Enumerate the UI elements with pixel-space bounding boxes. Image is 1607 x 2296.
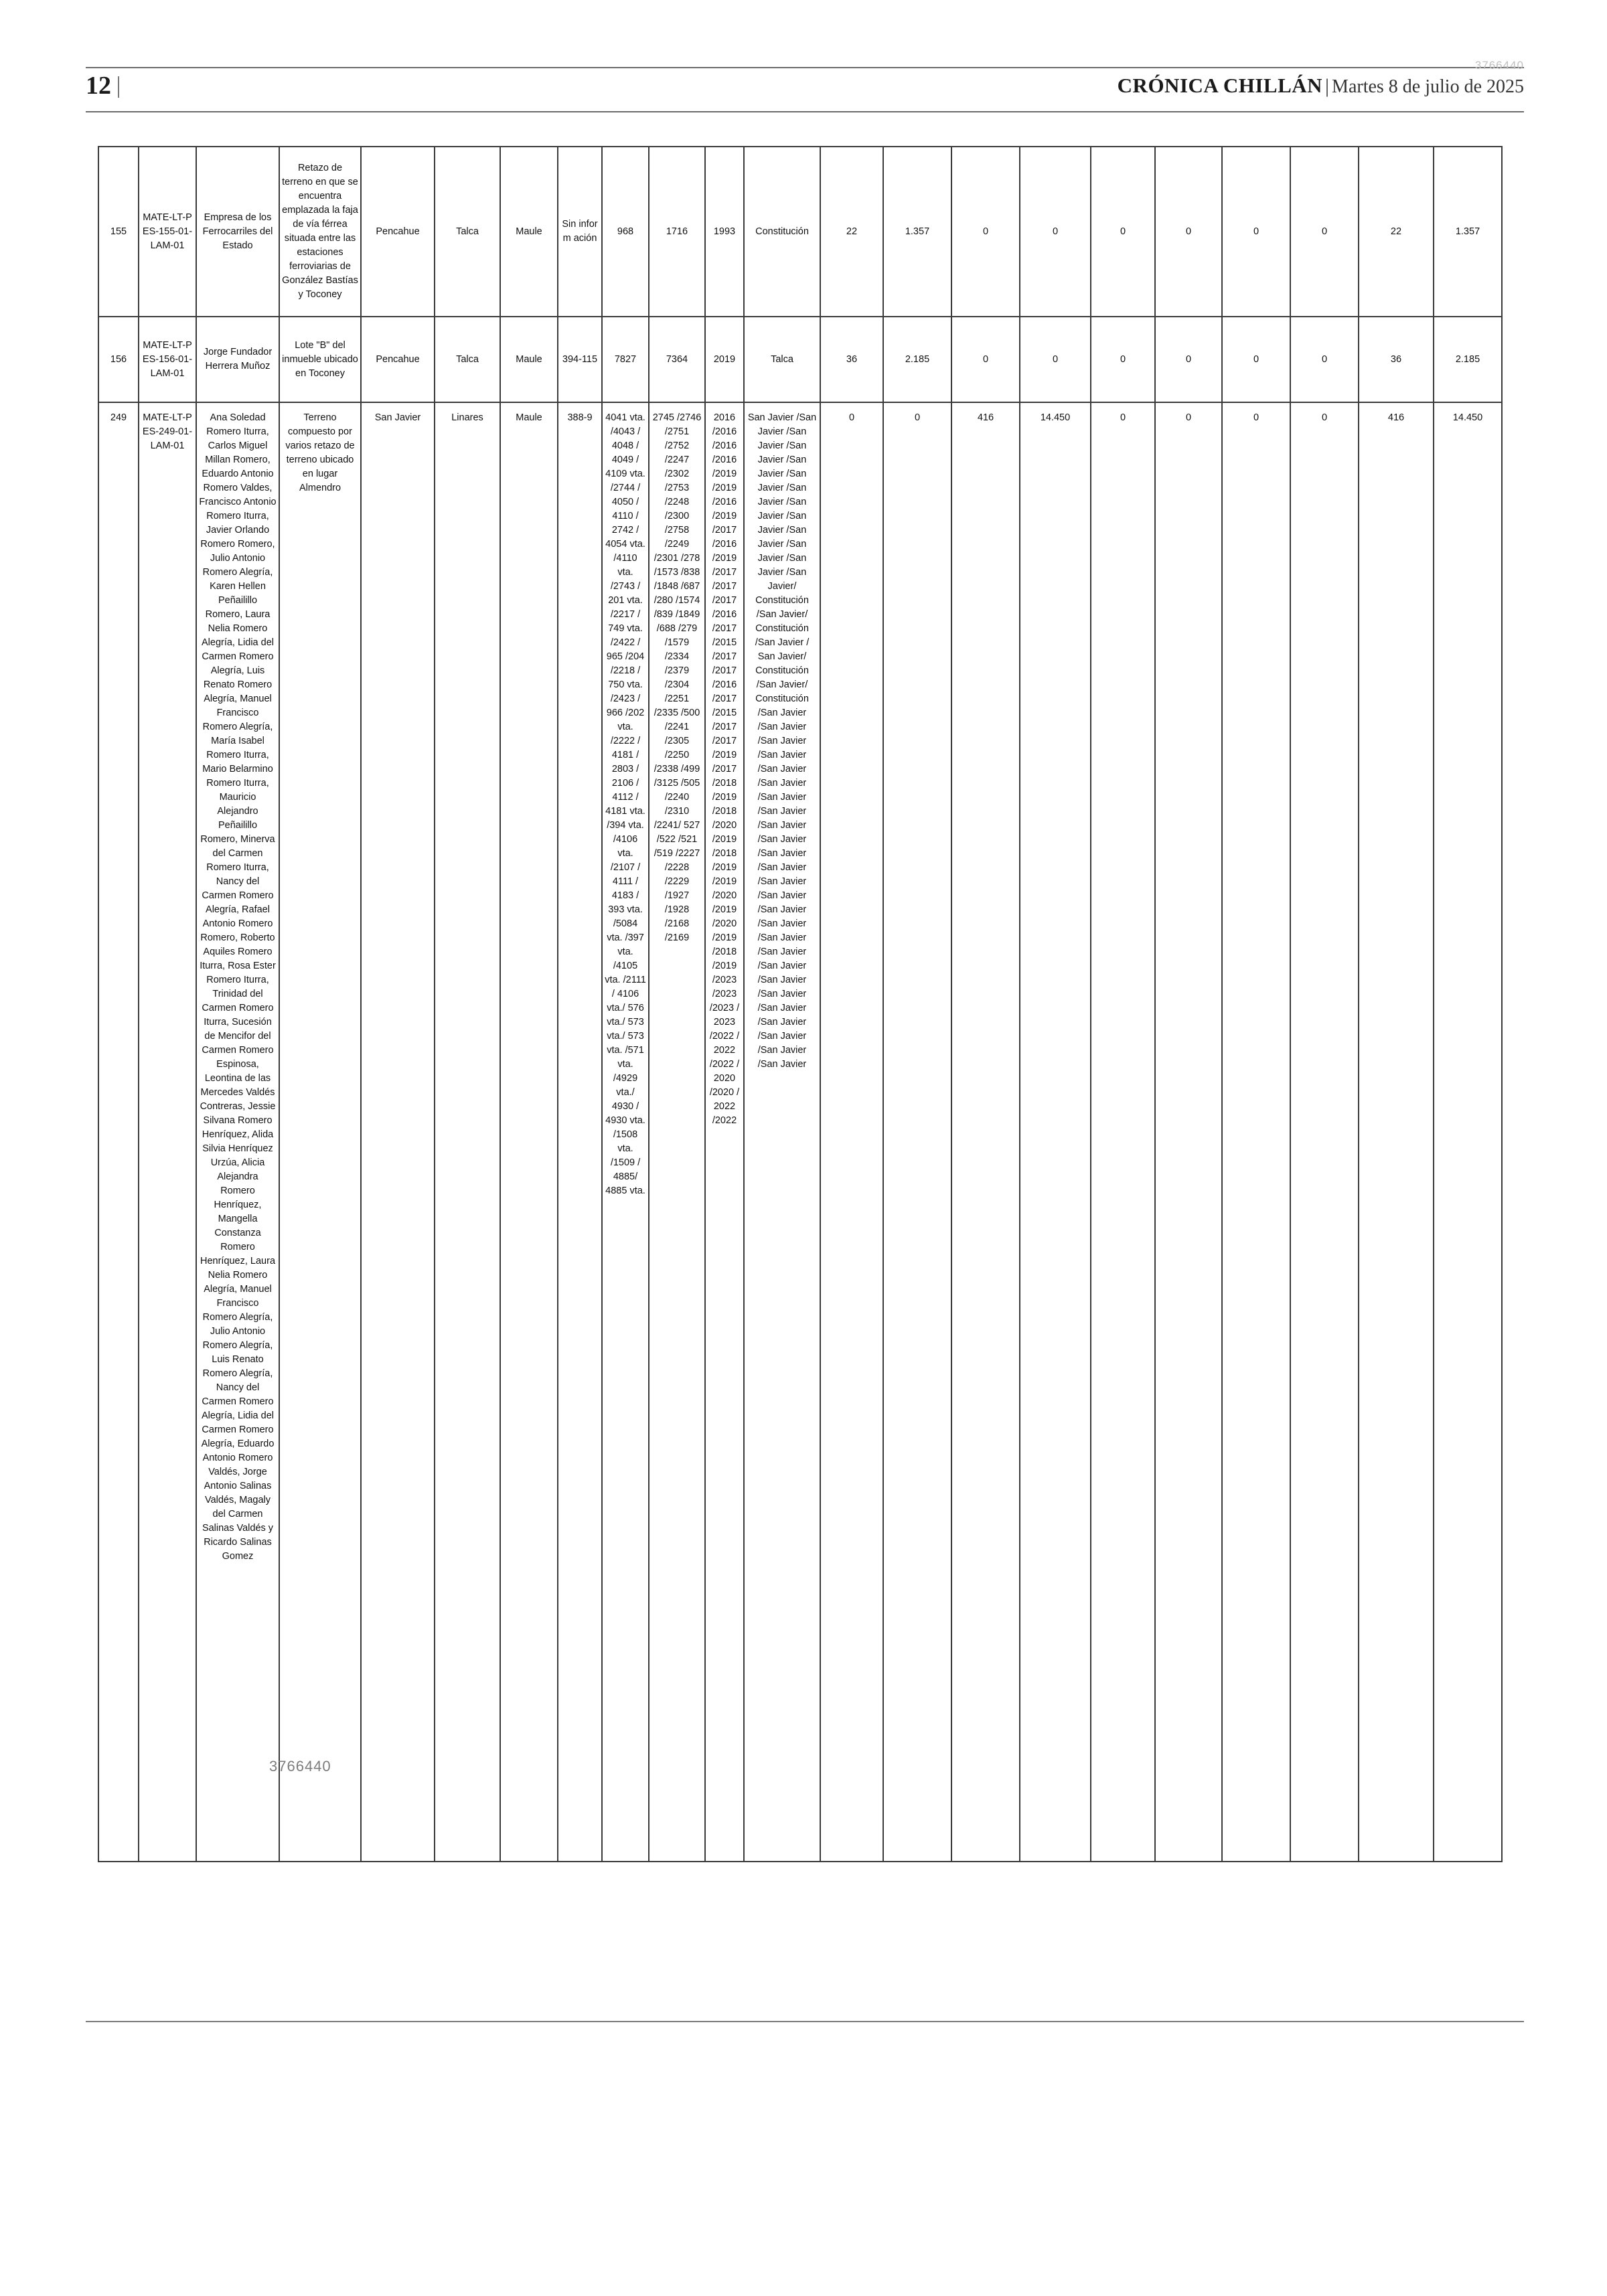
registry-number-cell: 1716 <box>649 147 705 317</box>
owner-cell: Jorge Fundador Herrera Muñoz <box>196 317 279 402</box>
conservator-cell: Constitución <box>744 147 820 317</box>
page-header <box>86 59 1524 114</box>
table-row <box>98 317 1502 402</box>
page-number-divider <box>118 76 119 98</box>
value-cell: 22 <box>820 147 883 317</box>
fojas-cell: 968 <box>602 147 649 317</box>
lot-code: MATE-LT-PES-156-01-LAM-01 <box>139 317 196 402</box>
value-cell: 14.450 <box>1020 402 1091 1862</box>
value-cell: 36 <box>820 317 883 402</box>
owner-cell: Ana Soledad Romero Iturra, Carlos Miguel Millan Romero, Eduardo Antonio Romero Valdes, Francisco Antonio Romero Iturra, Javier Orlando Romero Romero, Julio Antonio Romero Alegría, Karen Hellen Peñailillo Romero, Laura Nelia Romero Alegría, Lidia del Carmen Romero Alegría, Luis Renato Romero Alegría, Manuel Francisco Romero Alegría, María Isabel Romero Iturra, Mario Belarmino Romero Iturra, Mauricio Alejandro Peñailillo Romero, Minerva del Carmen Romero Iturra, Nancy del Carmen Romero Alegría, Rafael Antonio Romero Romero, Roberto Aquiles Romero Iturra, Rosa Ester Romero Iturra, Trinidad del Carmen Romero Iturra, Sucesión de Mencifor del Carmen Romero Espinosa, Leontina de las Mercedes Valdés Contreras, Jessie Silvana Romero Henríquez, Alida Silvia Henríquez Urzúa, Alicia Alejandra Romero Henríquez, Mangella Constanza Romero Henríquez, Laura Nelia Romero Alegría, Manuel Francisco Romero Alegría, Julio Antonio Romero Alegría, Luis Renato Romero Alegría, Nancy del Carmen Romero Alegría, Lidia del Carmen Romero Alegría, Eduardo Antonio Romero Valdés, Jorge Antonio Salinas Valdés, Magaly del Carmen Salinas Valdés y Ricardo Salinas Gomez <box>196 402 279 1862</box>
header-bottom-rule <box>86 111 1524 112</box>
rol-cell: 394-115 <box>558 317 602 402</box>
owner-cell: Empresa de los Ferrocarriles del Estado <box>196 147 279 317</box>
watermark: 3766440 <box>269 1758 331 1775</box>
value-cell: 0 <box>1091 317 1155 402</box>
table-row <box>98 402 1502 1862</box>
row-number: 156 <box>98 317 139 402</box>
header-top-rule <box>86 67 1524 68</box>
commune-cell: Pencahue <box>361 147 435 317</box>
property-description: Lote "B" del inmueble ubicado en Toconey <box>279 317 361 402</box>
value-cell: 36 <box>1359 317 1434 402</box>
value-cell: 0 <box>1222 147 1290 317</box>
property-description: Terreno compuesto por varios retazo de terreno ubicado en lugar Almendro <box>279 402 361 1862</box>
value-cell: 0 <box>1290 317 1359 402</box>
province-cell: Talca <box>435 317 500 402</box>
value-cell: 0 <box>1290 147 1359 317</box>
value-cell: 416 <box>951 402 1020 1862</box>
property-description: Retazo de terreno en que se encuentra emplazada la faja de vía férrea situada entre las estaciones ferroviarias de González Bastías y Toconey <box>279 147 361 317</box>
page-number: 12 <box>86 72 111 100</box>
row-number: 249 <box>98 402 139 1862</box>
registry-number-cell: 2745 /2746 /2751 /2752 /2247 /2302 /2753 /2248 /2300 /2758 /2249 /2301 /278 /1573 /838 /1848 /687 /280 /1574 /839 /1849 /688 /279 /1579 /2334 /2379 /2304 /2251 /2335 /500 /2241 /2305 /2250 /2338 /499 /3125 /505 /2240 /2310 /2241/ 527 /522 /521 /519 /2227 /2228 /2229 /1927 /1928 /2168 /2169 <box>649 402 705 1862</box>
province-cell: Talca <box>435 147 500 317</box>
province-cell: Linares <box>435 402 500 1862</box>
value-cell: 0 <box>820 402 883 1862</box>
value-cell: 0 <box>1155 402 1222 1862</box>
value-cell: 0 <box>1091 402 1155 1862</box>
value-cell: 2.185 <box>883 317 951 402</box>
region-cell: Maule <box>500 317 558 402</box>
document-code: 3766440 <box>1474 59 1524 72</box>
lot-code: MATE-LT-PES-155-01-LAM-01 <box>139 147 196 317</box>
lot-code: MATE-LT-PES-249-01-LAM-01 <box>139 402 196 1862</box>
value-cell: 1.357 <box>1434 147 1502 317</box>
value-cell: 0 <box>1020 317 1091 402</box>
value-cell: 0 <box>1155 317 1222 402</box>
registry-year-cell: 2019 <box>705 317 744 402</box>
newspaper-name: CRÓNICA CHILLÁN <box>1117 74 1323 97</box>
value-cell: 0 <box>951 317 1020 402</box>
value-cell: 0 <box>883 402 951 1862</box>
footer-rule <box>86 2021 1524 2022</box>
row-number: 155 <box>98 147 139 317</box>
masthead <box>1118 74 1524 102</box>
masthead-separator: | <box>1325 75 1330 97</box>
fojas-cell: 4041 vta. /4043 / 4048 / 4049 / 4109 vta. /2744 / 4050 / 4110 / 2742 / 4054 vta. /4110 vta. /2743 / 201 vta. /2217 / 749 vta. /2422 / 965 /204 /2218 / 750 vta. /2423 / 966 /202 vta. /2222 / 4181 / 2803 / 2106 / 4112 / 4181 vta. /394 vta. /4106 vta. /2107 / 4111 / 4183 / 393 vta. /5084 vta. /397 vta. /4105 vta. /2111 / 4106 vta./ 576 vta./ 573 vta./ 573 vta. /571 vta. /4929 vta./ 4930 / 4930 vta. /1508 vta. /1509 / 4885/ 4885 vta. <box>602 402 649 1862</box>
value-cell: 0 <box>1222 317 1290 402</box>
registry-year-cell: 2016 /2016 /2016 /2016 /2019 /2019 /2016 /2019 /2017 /2016 /2019 /2017 /2017 /2017 /2016 /2017 /2015 /2017 /2017 /2016 /2017 /2015 /2017 /2017 /2019 /2017 /2018 /2019 /2018 /2020 /2019 /2018 /2019 /2019 /2020 /2019 /2020 /2019 /2018 /2019 /2023 /2023 /2023 / 2023 /2022 / 2022 /2022 / 2020 /2020 / 2022 /2022 <box>705 402 744 1862</box>
publication-date: Martes 8 de julio de 2025 <box>1332 76 1524 97</box>
value-cell: 14.450 <box>1434 402 1502 1862</box>
value-cell: 1.357 <box>883 147 951 317</box>
value-cell: 0 <box>951 147 1020 317</box>
commune-cell: Pencahue <box>361 317 435 402</box>
value-cell: 0 <box>1020 147 1091 317</box>
value-cell: 0 <box>1155 147 1222 317</box>
registry-year-cell: 1993 <box>705 147 744 317</box>
conservator-cell: Talca <box>744 317 820 402</box>
rol-cell: Sin inform ación <box>558 147 602 317</box>
value-cell: 0 <box>1091 147 1155 317</box>
value-cell: 2.185 <box>1434 317 1502 402</box>
rol-cell: 388-9 <box>558 402 602 1862</box>
table-row <box>98 147 1502 317</box>
region-cell: Maule <box>500 402 558 1862</box>
registry-number-cell: 7364 <box>649 317 705 402</box>
conservator-cell: San Javier /San Javier /San Javier /San Javier /San Javier /San Javier /San Javier /San Javier /San Javier /San Javier /San Javier /San Javier /San Javier/ Constitución /San Javier/ Constitución /San Javier / San Javier/ Constitución /San Javier/ Constitución /San Javier /San Javier /San Javier /San Javier /San Javier /San Javier /San Javier /San Javier /San Javier /San Javier /San Javier /San Javier /San Javier /San Javier /San Javier /San Javier /San Javier /San Javier /San Javier /San Javier /San Javier /San Javier /San Javier /San Javier /San Javier /San Javier <box>744 402 820 1862</box>
value-cell: 0 <box>1222 402 1290 1862</box>
value-cell: 416 <box>1359 402 1434 1862</box>
expropriation-table <box>98 146 1503 1862</box>
region-cell: Maule <box>500 147 558 317</box>
value-cell: 0 <box>1290 402 1359 1862</box>
commune-cell: San Javier <box>361 402 435 1862</box>
value-cell: 22 <box>1359 147 1434 317</box>
fojas-cell: 7827 <box>602 317 649 402</box>
